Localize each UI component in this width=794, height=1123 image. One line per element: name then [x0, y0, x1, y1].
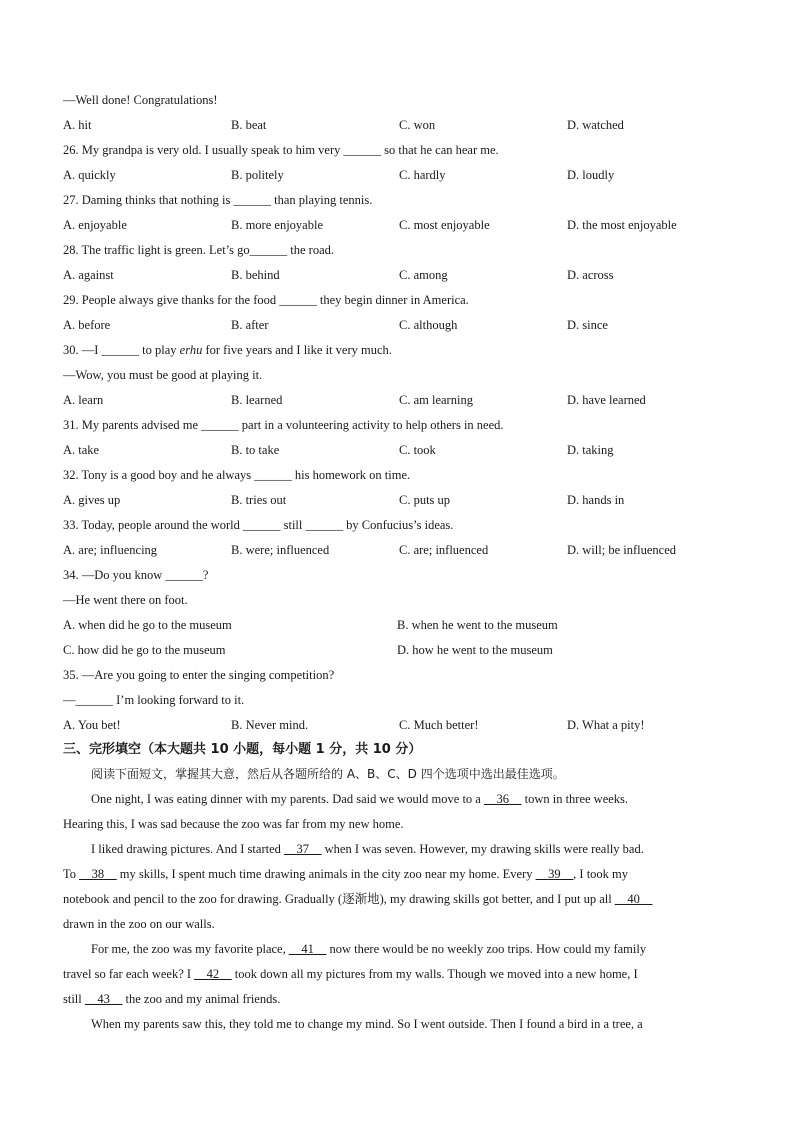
- passage-line: [63, 937, 731, 962]
- option-d: D. since: [567, 318, 608, 332]
- question-34-stem: 34. —Do you know ______?: [63, 568, 209, 582]
- option-a: A. against: [63, 268, 114, 282]
- option-d: D. how he went to the museum: [397, 643, 553, 657]
- options-row: [63, 638, 731, 663]
- question-30-stem: [63, 338, 731, 363]
- blank-39: __39__: [535, 867, 574, 881]
- option-c: C. are; influenced: [399, 543, 489, 557]
- blank-42: __42__: [194, 967, 232, 981]
- option-b: B. were; influenced: [231, 543, 330, 557]
- option-a: A. are; influencing: [63, 543, 158, 557]
- passage-line: [63, 887, 731, 912]
- options-row: [63, 263, 731, 288]
- passage-text: For me, the zoo was my favorite place,: [91, 942, 289, 956]
- option-c: C. puts up: [399, 493, 451, 507]
- passage-text: the zoo and my animal friends.: [122, 992, 281, 1006]
- passage-text: , I took my: [573, 867, 629, 881]
- option-c: C. hardly: [399, 168, 446, 182]
- options-row: [63, 388, 731, 413]
- exam-content: [63, 88, 731, 1037]
- passage-line: drawn in the zoo on our walls.: [63, 917, 215, 931]
- option-b: B. when he went to the museum: [397, 618, 558, 632]
- option-b: B. Never mind.: [231, 718, 309, 732]
- passage-line: [63, 987, 731, 1012]
- blank-38: __38__: [79, 867, 117, 881]
- passage-line: [63, 862, 731, 887]
- question-35-stem: 35. —Are you going to enter the singing competition?: [63, 668, 335, 682]
- option-d: D. What a pity!: [567, 718, 645, 732]
- options-row: [63, 213, 731, 238]
- option-a: A. gives up: [63, 493, 121, 507]
- passage-line: When my parents saw this, they told me to change my mind. So I went outside. Then I found a bird in a tree, a: [91, 1017, 643, 1031]
- options-row: [63, 538, 731, 563]
- question-32-stem: 32. Tony is a good boy and he always ______ his homework on time.: [63, 468, 411, 482]
- passage-text: town in three weeks.: [521, 792, 629, 806]
- option-d: D. loudly: [567, 168, 615, 182]
- option-b: B. politely: [231, 168, 284, 182]
- blank-41: __41__: [288, 942, 327, 956]
- option-a: A. hit: [63, 118, 92, 132]
- options-row: [63, 438, 731, 463]
- passage-text: notebook and pencil to the zoo for drawing. Gradually (逐渐地), my drawing skills got better, and I put up all: [63, 892, 615, 906]
- question-34-reply: —He went there on foot.: [63, 593, 188, 607]
- option-b: B. learned: [231, 393, 283, 407]
- options-row: [63, 488, 731, 513]
- option-a: A. quickly: [63, 168, 116, 182]
- question-35-reply: —______ I’m looking forward to it.: [63, 693, 245, 707]
- passage-text: I liked drawing pictures. And I started: [91, 842, 285, 856]
- option-b: B. more enjoyable: [231, 218, 323, 232]
- options-row: [63, 313, 731, 338]
- options-row: [63, 713, 731, 738]
- option-c: C. am learning: [399, 393, 473, 407]
- option-c: C. Much better!: [399, 718, 479, 732]
- option-d: D. the most enjoyable: [567, 218, 677, 232]
- passage-line: Hearing this, I was sad because the zoo was far from my new home.: [63, 817, 404, 831]
- option-b: B. to take: [231, 443, 280, 457]
- option-d: D. watched: [567, 118, 624, 132]
- section-heading: 三、完形填空（本大题共 10 小题，每小题 1 分，共 10 分）: [63, 742, 422, 757]
- question-27-stem: 27. Daming thinks that nothing is ______ than playing tennis.: [63, 193, 373, 207]
- options-row: [63, 163, 731, 188]
- option-c: C. took: [399, 443, 436, 457]
- passage-line: [63, 787, 731, 812]
- option-c: C. how did he go to the museum: [63, 643, 226, 657]
- question-28-stem: 28. The traffic light is green. Let’s go______ the road.: [63, 243, 335, 257]
- option-a: A. before: [63, 318, 111, 332]
- stem-text: 30. —I ______ to play: [63, 343, 180, 357]
- option-a: A. take: [63, 443, 100, 457]
- question-33-stem: 33. Today, people around the world ______ still ______ by Confucius’s ideas.: [63, 518, 454, 532]
- options-row: [63, 613, 731, 638]
- question-26-stem: 26. My grandpa is very old. I usually speak to him very ______ so that he can hear me.: [63, 143, 499, 157]
- passage-text: took down all my pictures from my walls. Though we moved into a new home, I: [231, 967, 638, 981]
- question-30-reply: —Wow, you must be good at playing it.: [63, 368, 263, 382]
- option-a: A. enjoyable: [63, 218, 127, 232]
- option-a: A. learn: [63, 393, 104, 407]
- option-d: D. hands in: [567, 493, 625, 507]
- question-31-stem: 31. My parents advised me ______ part in a volunteering activity to help others in need.: [63, 418, 504, 432]
- question-29-stem: 29. People always give thanks for the food ______ they begin dinner in America.: [63, 293, 469, 307]
- question-reply: —Well done! Congratulations!: [63, 93, 218, 107]
- option-d: D. will; be influenced: [567, 543, 676, 557]
- option-b: B. after: [231, 318, 269, 332]
- passage-text: One night, I was eating dinner with my parents. Dad said we would move to a: [91, 792, 484, 806]
- blank-40: __40__: [614, 892, 653, 906]
- passage-text: travel so far each week? I: [63, 967, 195, 981]
- option-c: C. won: [399, 118, 436, 132]
- options-row: [63, 113, 731, 138]
- passage-line: [63, 962, 731, 987]
- stem-italic-word: erhu: [179, 343, 203, 357]
- option-d: D. taking: [567, 443, 614, 457]
- passage-line: [63, 837, 731, 862]
- passage-text: To: [63, 867, 80, 881]
- option-c: C. although: [399, 318, 458, 332]
- passage-text: when I was seven. However, my drawing skills were really bad.: [321, 842, 644, 856]
- option-d: D. have learned: [567, 393, 646, 407]
- option-c: C. most enjoyable: [399, 218, 490, 232]
- blank-37: __37__: [284, 842, 322, 856]
- stem-text: for five years and I like it very much.: [202, 343, 392, 357]
- blank-36: __36__: [483, 792, 522, 806]
- section-instruction: 阅读下面短文，掌握其大意，然后从各题所给的 A、B、C、D 四个选项中选出最佳选项。: [91, 767, 565, 781]
- option-b: B. behind: [231, 268, 280, 282]
- option-a: A. when did he go to the museum: [63, 618, 232, 632]
- passage-text: now there would be no weekly zoo trips. How could my family: [326, 942, 647, 956]
- option-a: A. You bet!: [63, 718, 121, 732]
- passage-text: still: [63, 992, 85, 1006]
- blank-43: __43__: [84, 992, 123, 1006]
- option-b: B. tries out: [231, 493, 287, 507]
- option-c: C. among: [399, 268, 448, 282]
- option-d: D. across: [567, 268, 614, 282]
- passage-text: my skills, I spent much time drawing animals in the city zoo near my home. Every: [116, 867, 536, 881]
- option-b: B. beat: [231, 118, 267, 132]
